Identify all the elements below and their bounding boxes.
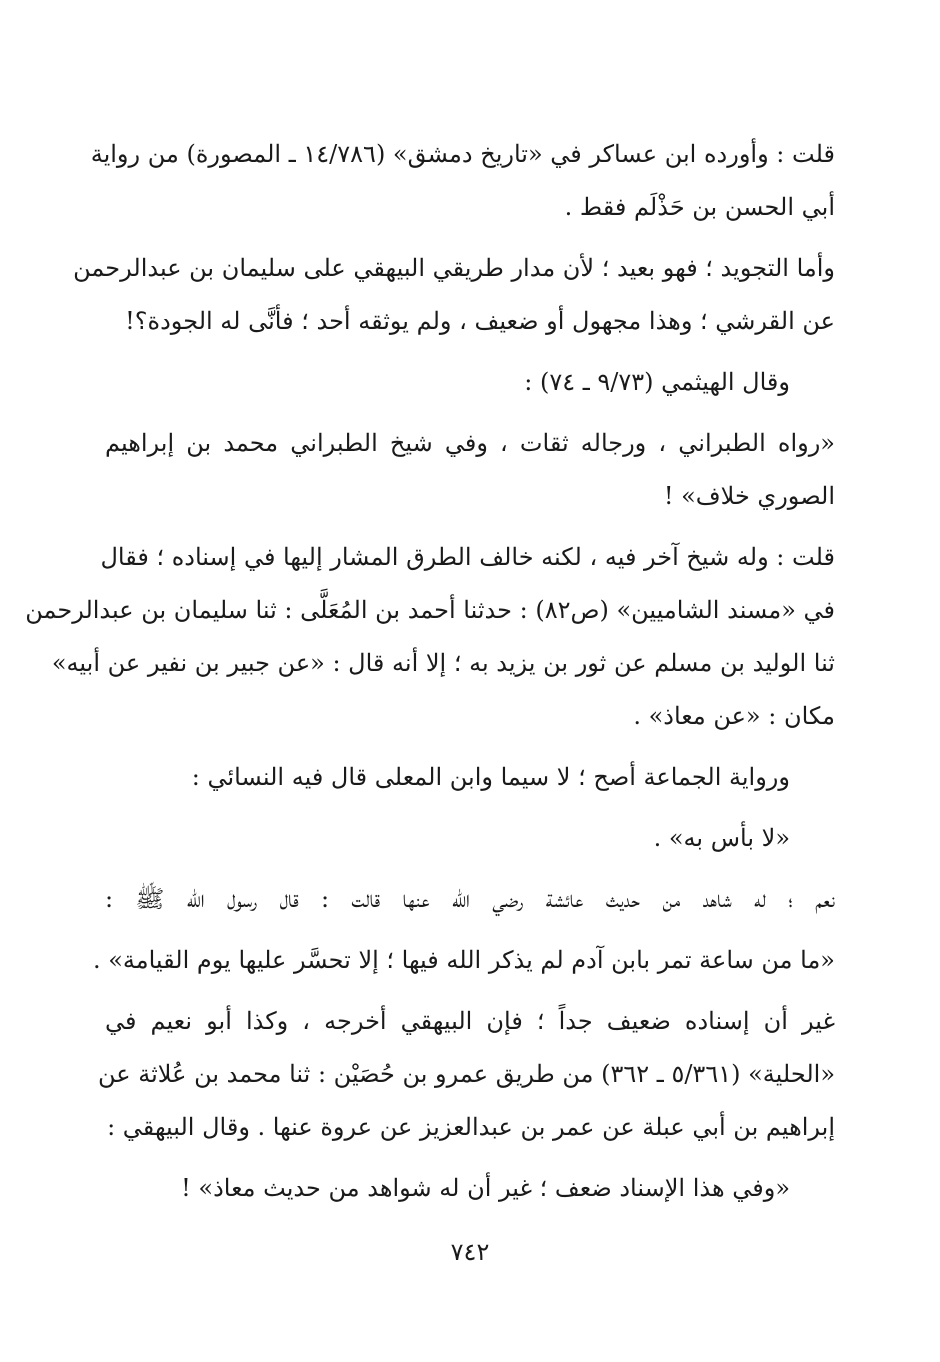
paragraph-2-line-2: عن القرشي ؛ وهذا مجهول أو ضعيف ، ولم يوثقه أحد ؛ فأنَّى له الجودة؟! [125,307,835,335]
paragraph-3-line-1: وقال الهيثمي (٩/٧٣ ـ ٧٤) : [524,368,790,396]
paragraph-7-line-3: إبراهيم بن أبي عبلة عن عمر بن عبدالعزيز عن عروة عنها . وقال البيهقي : [107,1113,835,1141]
paragraph-1-line-1: قلت : وأورده ابن عساكر في «تاريخ دمشق» (١٤/٧٨٦ ـ المصورة) من رواية [90,140,835,168]
paragraph-6-line-1: نعم ؛ له شاهد من حديث عائشة رضي الله عنها قالت : قال رسول الله ﷺ : [105,885,835,913]
quote-1-line-2: الصوري خلاف» ! [663,482,835,510]
quote-3-line-1: «وفي هذا الإسناد ضعف ؛ غير أن له شواهد من حديث معاذ» ! [181,1174,790,1202]
paragraph-1-line-2: أبي الحسن بن حَذْلَم فقط . [564,193,835,221]
quote-2-line-1: «لا بأس به» . [653,824,790,852]
paragraph-7-line-1: غير أن إسناده ضعيف جداً ؛ فإن البيهقي أخرجه ، وكذا أبو نعيم في [105,1007,835,1035]
paragraph-5-line-1: ورواية الجماعة أصح ؛ لا سيما وابن المعلى قال فيه النسائي : [191,763,790,791]
quote-1-line-1: «رواه الطبراني ، ورجاله ثقات ، وفي شيخ الطبراني محمد بن إبراهيم [105,429,835,457]
paragraph-7-line-2: «الحلية» (٥/٣٦١ ـ ٣٦٢) من طريق عمرو بن حُصَيْن : ثنا محمد بن عُلاثة عن [98,1060,835,1088]
paragraph-2-line-1: وأما التجويد ؛ فهو بعيد ؛ لأن مدار طريقي البيهقي على سليمان بن عبدالرحمن [73,254,835,282]
paragraph-4-line-3: ثنا الوليد بن مسلم عن ثور بن يزيد به ؛ إلا أنه قال : «عن جبير بن نفير عن أبيه» [51,649,835,677]
paragraph-4-line-4: مكان : «عن معاذ» . [633,702,835,730]
paragraph-4-line-2: في «مسند الشاميين» (ص٨٢) : حدثنا أحمد بن المُعَلَّى : ثنا سليمان بن عبدالرحمن [25,596,835,624]
hadith-text: «ما من ساعة تمر بابن آدم لم يذكر الله فيها ؛ إلا تحسَّر عليها يوم القيامة» . [92,946,835,974]
paragraph-4-line-1: قلت : وله شيخ آخر فيه ، لكنه خالف الطرق المشار إليها في إسناده ؛ فقال [100,543,835,571]
page-number: ٧٤٢ [450,1238,490,1266]
